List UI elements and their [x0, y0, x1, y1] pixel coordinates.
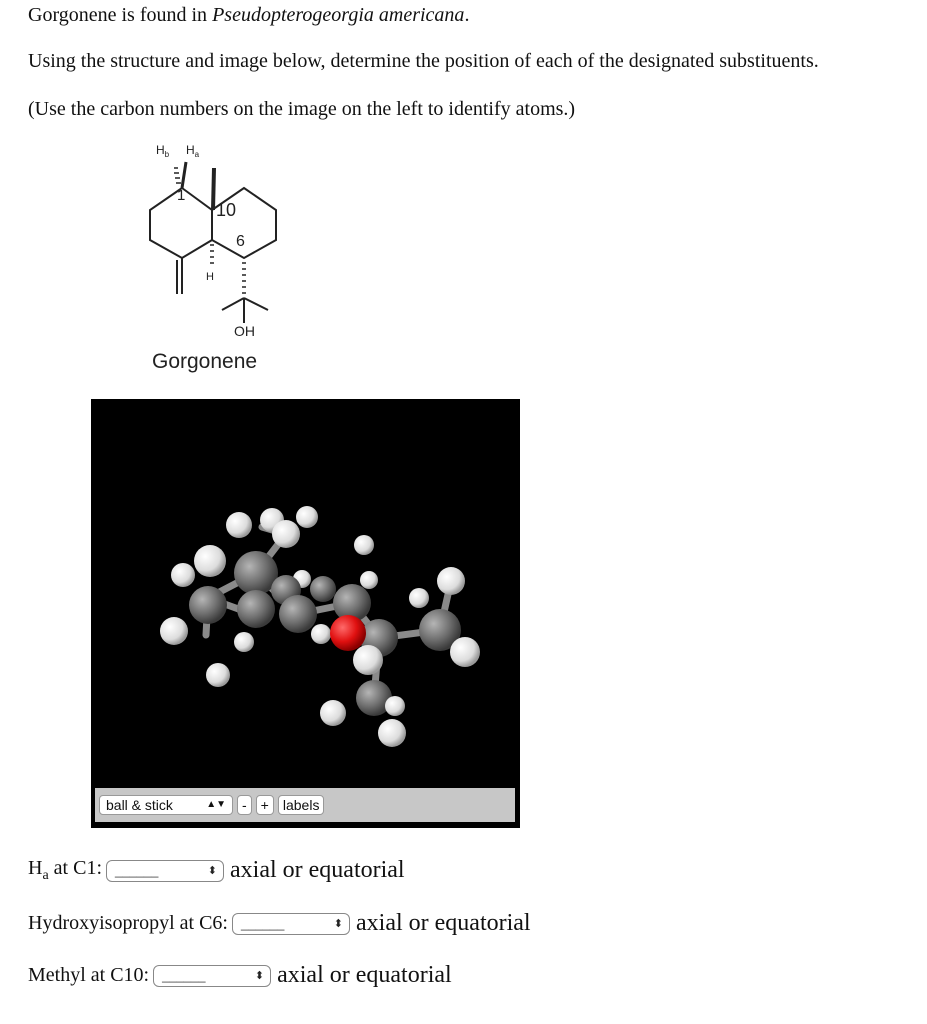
intro-text: [28, 4, 469, 27]
label-h: H: [28, 857, 43, 879]
intro-lead: Gorgonene is found in: [28, 4, 213, 26]
ha-position-select[interactable]: [106, 860, 224, 882]
gorgonene-structure-diagram: [130, 138, 300, 348]
hb-label: $H_b$: [156, 143, 170, 159]
chevron-updown-icon: ⬍: [207, 864, 218, 877]
render-mode-select[interactable]: [99, 795, 233, 815]
labels-button[interactable]: labels: [278, 795, 325, 815]
zoom-out-button[interactable]: -: [237, 795, 252, 815]
label-sub: a: [42, 868, 49, 883]
question-methyl-c10: [28, 962, 452, 989]
question-ha-c1: [28, 857, 405, 884]
answer-hint: axial or equatorial: [356, 910, 531, 936]
select-value: ______: [241, 915, 285, 931]
viewer-toolbar: [95, 788, 515, 822]
species-name: Pseudopterogeorgia americana: [212, 4, 465, 26]
c6-label: 6: [236, 233, 245, 250]
hydroxyisopropyl-position-select[interactable]: [232, 913, 350, 935]
question-hydroxyisopropyl-c6: [28, 910, 531, 937]
oh-label: OH: [234, 323, 255, 339]
label-rest: at C1:: [48, 857, 103, 879]
structure-name: Gorgonene: [152, 350, 258, 373]
select-value: ______: [115, 862, 159, 878]
c1-label: 1: [177, 187, 186, 204]
answer-hint: axial or equatorial: [277, 962, 452, 988]
molecule-viewer[interactable]: [91, 399, 520, 828]
answer-hint: axial or equatorial: [230, 857, 405, 883]
molecule-3d-render[interactable]: [91, 399, 520, 788]
question-label: [28, 857, 102, 884]
intro-end: .: [464, 4, 470, 26]
h-label: H: [206, 271, 214, 283]
question-label: Hydroxyisopropyl at C6:: [28, 912, 228, 934]
render-mode-value: ball & stick: [106, 797, 173, 813]
zoom-in-button[interactable]: +: [256, 795, 274, 815]
ha-label: $H_a$: [186, 143, 200, 159]
methyl-position-select[interactable]: [153, 965, 271, 987]
note-text: (Use the carbon numbers on the image on the left to identify atoms.): [28, 98, 576, 120]
chevron-updown-icon: ⬍: [333, 917, 343, 930]
question-label: Methyl at C10:: [28, 964, 150, 986]
chevron-updown-icon: ⬍: [254, 969, 265, 982]
c10-label: 10: [216, 200, 237, 220]
select-value: ______: [162, 967, 206, 983]
chevron-updown-icon: ▲▼: [206, 799, 226, 810]
instruction-text: Using the structure and image below, determine the position of each of the designated substituents.: [28, 50, 819, 72]
